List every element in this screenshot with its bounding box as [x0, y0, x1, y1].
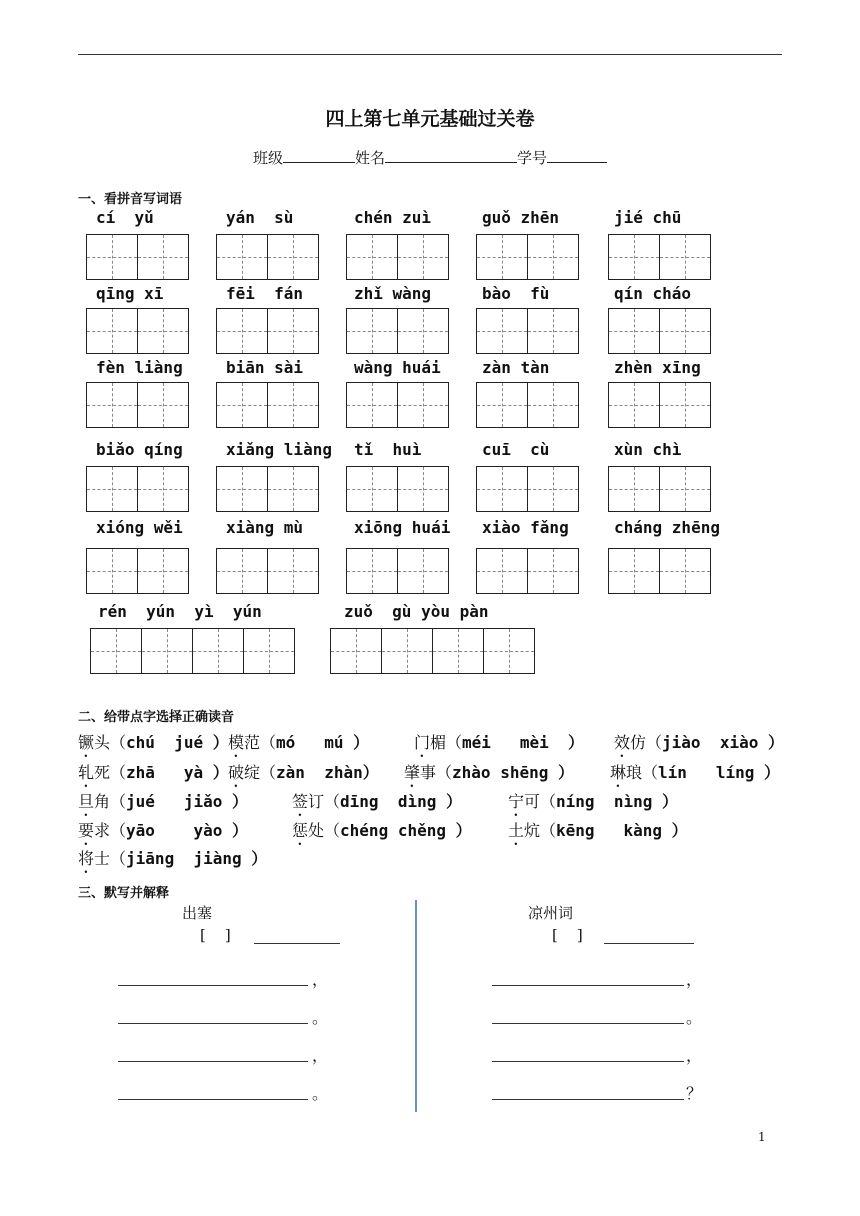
author-blank-left[interactable] — [254, 943, 340, 944]
writing-cell[interactable] — [397, 382, 449, 428]
writing-grid — [608, 234, 711, 280]
writing-cell[interactable] — [141, 628, 193, 674]
writing-grid — [330, 628, 535, 674]
pinyin-options[interactable]: yāo yào ） — [126, 821, 248, 840]
author-bracket-left: [ ] — [200, 926, 231, 944]
word-rest: 可（ — [524, 792, 557, 811]
writing-cell[interactable] — [346, 548, 398, 594]
word-rest: 求（ — [94, 821, 127, 840]
dotted-character: 琳 — [610, 763, 627, 782]
pinyin-label: qín cháo — [614, 284, 692, 303]
pinyin-options[interactable]: mó mú ） — [276, 733, 370, 752]
pronunciation-row — [78, 730, 798, 754]
writing-grid — [216, 466, 319, 512]
dotted-character: 门 — [414, 733, 431, 752]
pinyin-label: xùn chì — [614, 440, 682, 459]
writing-cell[interactable] — [527, 382, 579, 428]
pronunciation-row — [78, 818, 798, 842]
writing-cell[interactable] — [483, 628, 535, 674]
pronunciation-row — [78, 846, 798, 870]
writing-cell[interactable] — [346, 308, 398, 354]
pinyin-label: guǒ zhēn — [482, 208, 560, 227]
poem-answer-line-right[interactable] — [492, 1099, 684, 1100]
page-title: 四上第七单元基础过关卷 — [325, 108, 535, 130]
pinyin-options[interactable]: lín líng ） — [658, 763, 780, 782]
pinyin-label: zuǒ gù yòu pàn — [344, 602, 489, 621]
writing-cell[interactable] — [659, 234, 711, 280]
writing-cell[interactable] — [527, 234, 579, 280]
name-blank[interactable] — [385, 146, 517, 163]
writing-grid — [346, 466, 449, 512]
writing-grid — [216, 548, 319, 594]
writing-cell[interactable] — [346, 234, 398, 280]
pronunciation-item — [228, 760, 379, 791]
dotted-character: 要 — [78, 821, 95, 840]
pinyin-options[interactable]: zhā yà ） — [126, 763, 229, 782]
author-blank-right[interactable] — [604, 943, 694, 944]
dotted-character: 将 — [78, 849, 95, 868]
writing-cell[interactable] — [608, 308, 660, 354]
writing-grid — [476, 308, 579, 354]
dotted-character: 土 — [508, 821, 525, 840]
dotted-character: 模 — [228, 733, 245, 752]
writing-cell[interactable] — [397, 234, 449, 280]
writing-grid — [346, 382, 449, 428]
pinyin-label: bào fù — [482, 284, 550, 303]
word-rest: 处（ — [308, 821, 341, 840]
writing-cell[interactable] — [192, 628, 244, 674]
writing-cell[interactable] — [381, 628, 433, 674]
line-end-punctuation: ， — [312, 1046, 329, 1065]
writing-cell[interactable] — [137, 234, 189, 280]
pinyin-label: zàn tàn — [482, 358, 550, 377]
writing-grid — [216, 382, 319, 428]
pronunciation-item — [78, 789, 248, 820]
id-label: 学号 — [517, 149, 548, 167]
word-rest: 炕（ — [524, 821, 557, 840]
writing-cell[interactable] — [243, 628, 295, 674]
pinyin-options[interactable]: jué jiǎo ） — [126, 792, 248, 811]
writing-cell[interactable] — [86, 382, 138, 428]
line-end-punctuation: 。 — [312, 1084, 329, 1103]
poem-answer-line-right[interactable] — [492, 1061, 684, 1062]
section1-heading: 一、看拼音写词语 — [78, 192, 183, 207]
writing-grid — [86, 466, 189, 512]
writing-cell[interactable] — [86, 548, 138, 594]
writing-cell[interactable] — [432, 628, 484, 674]
dotted-character: 轧 — [78, 763, 95, 782]
pinyin-label: biān sài — [226, 358, 304, 377]
writing-grid — [216, 234, 319, 280]
writing-grid — [476, 466, 579, 512]
writing-cell[interactable] — [476, 234, 528, 280]
word-rest: 仿（ — [630, 733, 663, 752]
writing-cell[interactable] — [216, 548, 268, 594]
dotted-character: 破 — [228, 763, 245, 782]
pronunciation-item — [78, 760, 229, 791]
word-rest: 士（ — [94, 849, 127, 868]
writing-grid — [476, 234, 579, 280]
class-blank[interactable] — [283, 146, 355, 163]
writing-cell[interactable] — [608, 466, 660, 512]
writing-cell[interactable] — [476, 382, 528, 428]
writing-cell[interactable] — [476, 308, 528, 354]
writing-cell[interactable] — [137, 308, 189, 354]
pinyin-label: zhǐ wàng — [354, 284, 432, 303]
pronunciation-item — [292, 818, 472, 849]
writing-cell[interactable] — [659, 466, 711, 512]
writing-cell[interactable] — [397, 308, 449, 354]
writing-cell[interactable] — [216, 382, 268, 428]
writing-grid — [86, 308, 189, 354]
pronunciation-item — [78, 818, 248, 849]
writing-cell[interactable] — [659, 308, 711, 354]
pinyin-label: cuī cù — [482, 440, 550, 459]
pinyin-label: xiǎng liàng — [226, 440, 332, 459]
pinyin-options[interactable]: chéng chěng ） — [340, 821, 472, 840]
page-number: 1 — [758, 1130, 766, 1144]
section2-heading: 二、给带点字选择正确读音 — [78, 710, 235, 725]
pronunciation-item — [508, 789, 678, 820]
pronunciation-item — [228, 730, 369, 761]
writing-grid — [608, 382, 711, 428]
writing-cell[interactable] — [216, 308, 268, 354]
pinyin-label: qīng xī — [96, 284, 164, 303]
pronunciation-item — [614, 730, 784, 761]
poem-answer-line-left[interactable] — [118, 985, 308, 986]
writing-grid — [86, 548, 189, 594]
writing-cell[interactable] — [267, 308, 319, 354]
writing-cell[interactable] — [86, 466, 138, 512]
word-rest: 头（ — [94, 733, 127, 752]
writing-cell[interactable] — [267, 382, 319, 428]
writing-grid — [90, 628, 295, 674]
pronunciation-item — [414, 730, 584, 761]
pinyin-label: jié chū — [614, 208, 682, 227]
writing-cell[interactable] — [216, 234, 268, 280]
line-end-punctuation: 。 — [686, 1008, 703, 1027]
word-rest: 琅（ — [626, 763, 659, 782]
writing-cell[interactable] — [397, 548, 449, 594]
dotted-character: 效 — [614, 733, 631, 752]
writing-grid — [346, 308, 449, 354]
poem-title-right: 凉州词 — [528, 904, 574, 922]
pinyin-label: xiàng mù — [226, 518, 304, 537]
word-rest: 事（ — [420, 763, 453, 782]
writing-grid — [216, 308, 319, 354]
pinyin-label: xiào fǎng — [482, 518, 569, 537]
pinyin-label: tǐ huì — [354, 440, 422, 459]
writing-grid — [86, 234, 189, 280]
poem-answer-line-left[interactable] — [118, 1061, 308, 1062]
word-rest: 订（ — [308, 792, 341, 811]
section3-heading: 三、默写并解释 — [78, 886, 170, 901]
line-end-punctuation: 。 — [312, 1008, 329, 1027]
word-rest: 角（ — [94, 792, 127, 811]
line-end-punctuation: ？ — [686, 1084, 703, 1103]
pinyin-label: fèn liàng — [96, 358, 183, 377]
pronunciation-item — [78, 846, 267, 877]
pinyin-label: zhèn xīng — [614, 358, 701, 377]
pronunciation-item — [404, 760, 574, 791]
pronunciation-row — [78, 789, 798, 813]
line-end-punctuation: ， — [686, 970, 703, 989]
poem-title-left: 出塞 — [182, 904, 213, 922]
poem-answer-line-right[interactable] — [492, 985, 684, 986]
pinyin-options[interactable]: zhào shēng ） — [452, 763, 574, 782]
writing-cell[interactable] — [397, 466, 449, 512]
word-rest: 楣（ — [430, 733, 463, 752]
pinyin-label: fēi fán — [226, 284, 304, 303]
dotted-character: 镢 — [78, 733, 95, 752]
class-label: 班级 — [252, 149, 283, 167]
writing-cell[interactable] — [267, 548, 319, 594]
writing-cell[interactable] — [346, 382, 398, 428]
writing-cell[interactable] — [330, 628, 382, 674]
word-rest: 死（ — [94, 763, 127, 782]
pinyin-options[interactable]: jiào xiào ） — [662, 733, 784, 752]
word-rest: 范（ — [244, 733, 277, 752]
pinyin-label: xiōng huái — [354, 518, 451, 537]
writing-grid — [476, 382, 579, 428]
pinyin-label: chén zuì — [354, 208, 432, 227]
column-divider — [415, 900, 417, 1112]
pinyin-label: rén yún yì yún — [98, 602, 262, 621]
pinyin-label: biǎo qíng — [96, 440, 183, 459]
pinyin-label: cí yǔ — [96, 208, 154, 227]
poem-answer-line-right[interactable] — [492, 1023, 684, 1024]
pinyin-label: xióng wěi — [96, 518, 183, 537]
pinyin-options[interactable]: níng nìng ） — [556, 792, 678, 811]
student-info-line — [0, 146, 860, 168]
pronunciation-item — [78, 730, 229, 761]
pinyin-label: yán sù — [226, 208, 294, 227]
writing-cell[interactable] — [608, 382, 660, 428]
writing-grid — [86, 382, 189, 428]
word-rest: 绽（ — [244, 763, 277, 782]
writing-cell[interactable] — [90, 628, 142, 674]
writing-cell[interactable] — [267, 234, 319, 280]
writing-grid — [346, 548, 449, 594]
id-blank[interactable] — [547, 146, 607, 163]
writing-grid — [608, 548, 711, 594]
writing-grid — [476, 548, 579, 594]
line-end-punctuation: ， — [686, 1046, 703, 1065]
dotted-character: 肇 — [404, 763, 421, 782]
writing-grid — [346, 234, 449, 280]
writing-cell[interactable] — [267, 466, 319, 512]
name-label: 姓名 — [354, 149, 385, 167]
author-bracket-right: [ ] — [552, 926, 583, 944]
pronunciation-item — [610, 760, 780, 791]
writing-grid — [608, 308, 711, 354]
writing-cell[interactable] — [137, 466, 189, 512]
writing-cell[interactable] — [137, 382, 189, 428]
dotted-character: 宁 — [508, 792, 525, 811]
writing-cell[interactable] — [659, 548, 711, 594]
pinyin-label: cháng zhēng — [614, 518, 720, 537]
writing-grid — [608, 466, 711, 512]
writing-cell[interactable] — [608, 234, 660, 280]
writing-cell[interactable] — [527, 466, 579, 512]
writing-cell[interactable] — [476, 466, 528, 512]
pinyin-options[interactable]: zàn zhàn） — [276, 763, 379, 782]
top-rule — [78, 54, 782, 55]
dotted-character: 签 — [292, 792, 309, 811]
writing-cell[interactable] — [86, 234, 138, 280]
writing-cell[interactable] — [476, 548, 528, 594]
poem-answer-line-left[interactable] — [118, 1023, 308, 1024]
pinyin-options[interactable]: dīng dìng ） — [340, 792, 462, 811]
writing-cell[interactable] — [137, 548, 189, 594]
poem-answer-line-left[interactable] — [118, 1099, 308, 1100]
pinyin-options[interactable]: jiāng jiàng ） — [126, 849, 268, 868]
line-end-punctuation: ， — [312, 970, 329, 989]
pinyin-options[interactable]: méi mèi ） — [462, 733, 584, 752]
writing-cell[interactable] — [86, 308, 138, 354]
pinyin-label: wàng huái — [354, 358, 441, 377]
pinyin-options[interactable]: chú jué ） — [126, 733, 229, 752]
writing-cell[interactable] — [659, 382, 711, 428]
dotted-character: 惩 — [292, 821, 309, 840]
pronunciation-item — [508, 818, 688, 849]
pronunciation-row — [78, 760, 798, 784]
dotted-character: 旦 — [78, 792, 95, 811]
writing-cell[interactable] — [216, 466, 268, 512]
writing-cell[interactable] — [608, 548, 660, 594]
writing-cell[interactable] — [527, 308, 579, 354]
pronunciation-item — [292, 789, 462, 820]
writing-cell[interactable] — [346, 466, 398, 512]
writing-cell[interactable] — [527, 548, 579, 594]
pinyin-options[interactable]: kēng kàng ） — [556, 821, 688, 840]
